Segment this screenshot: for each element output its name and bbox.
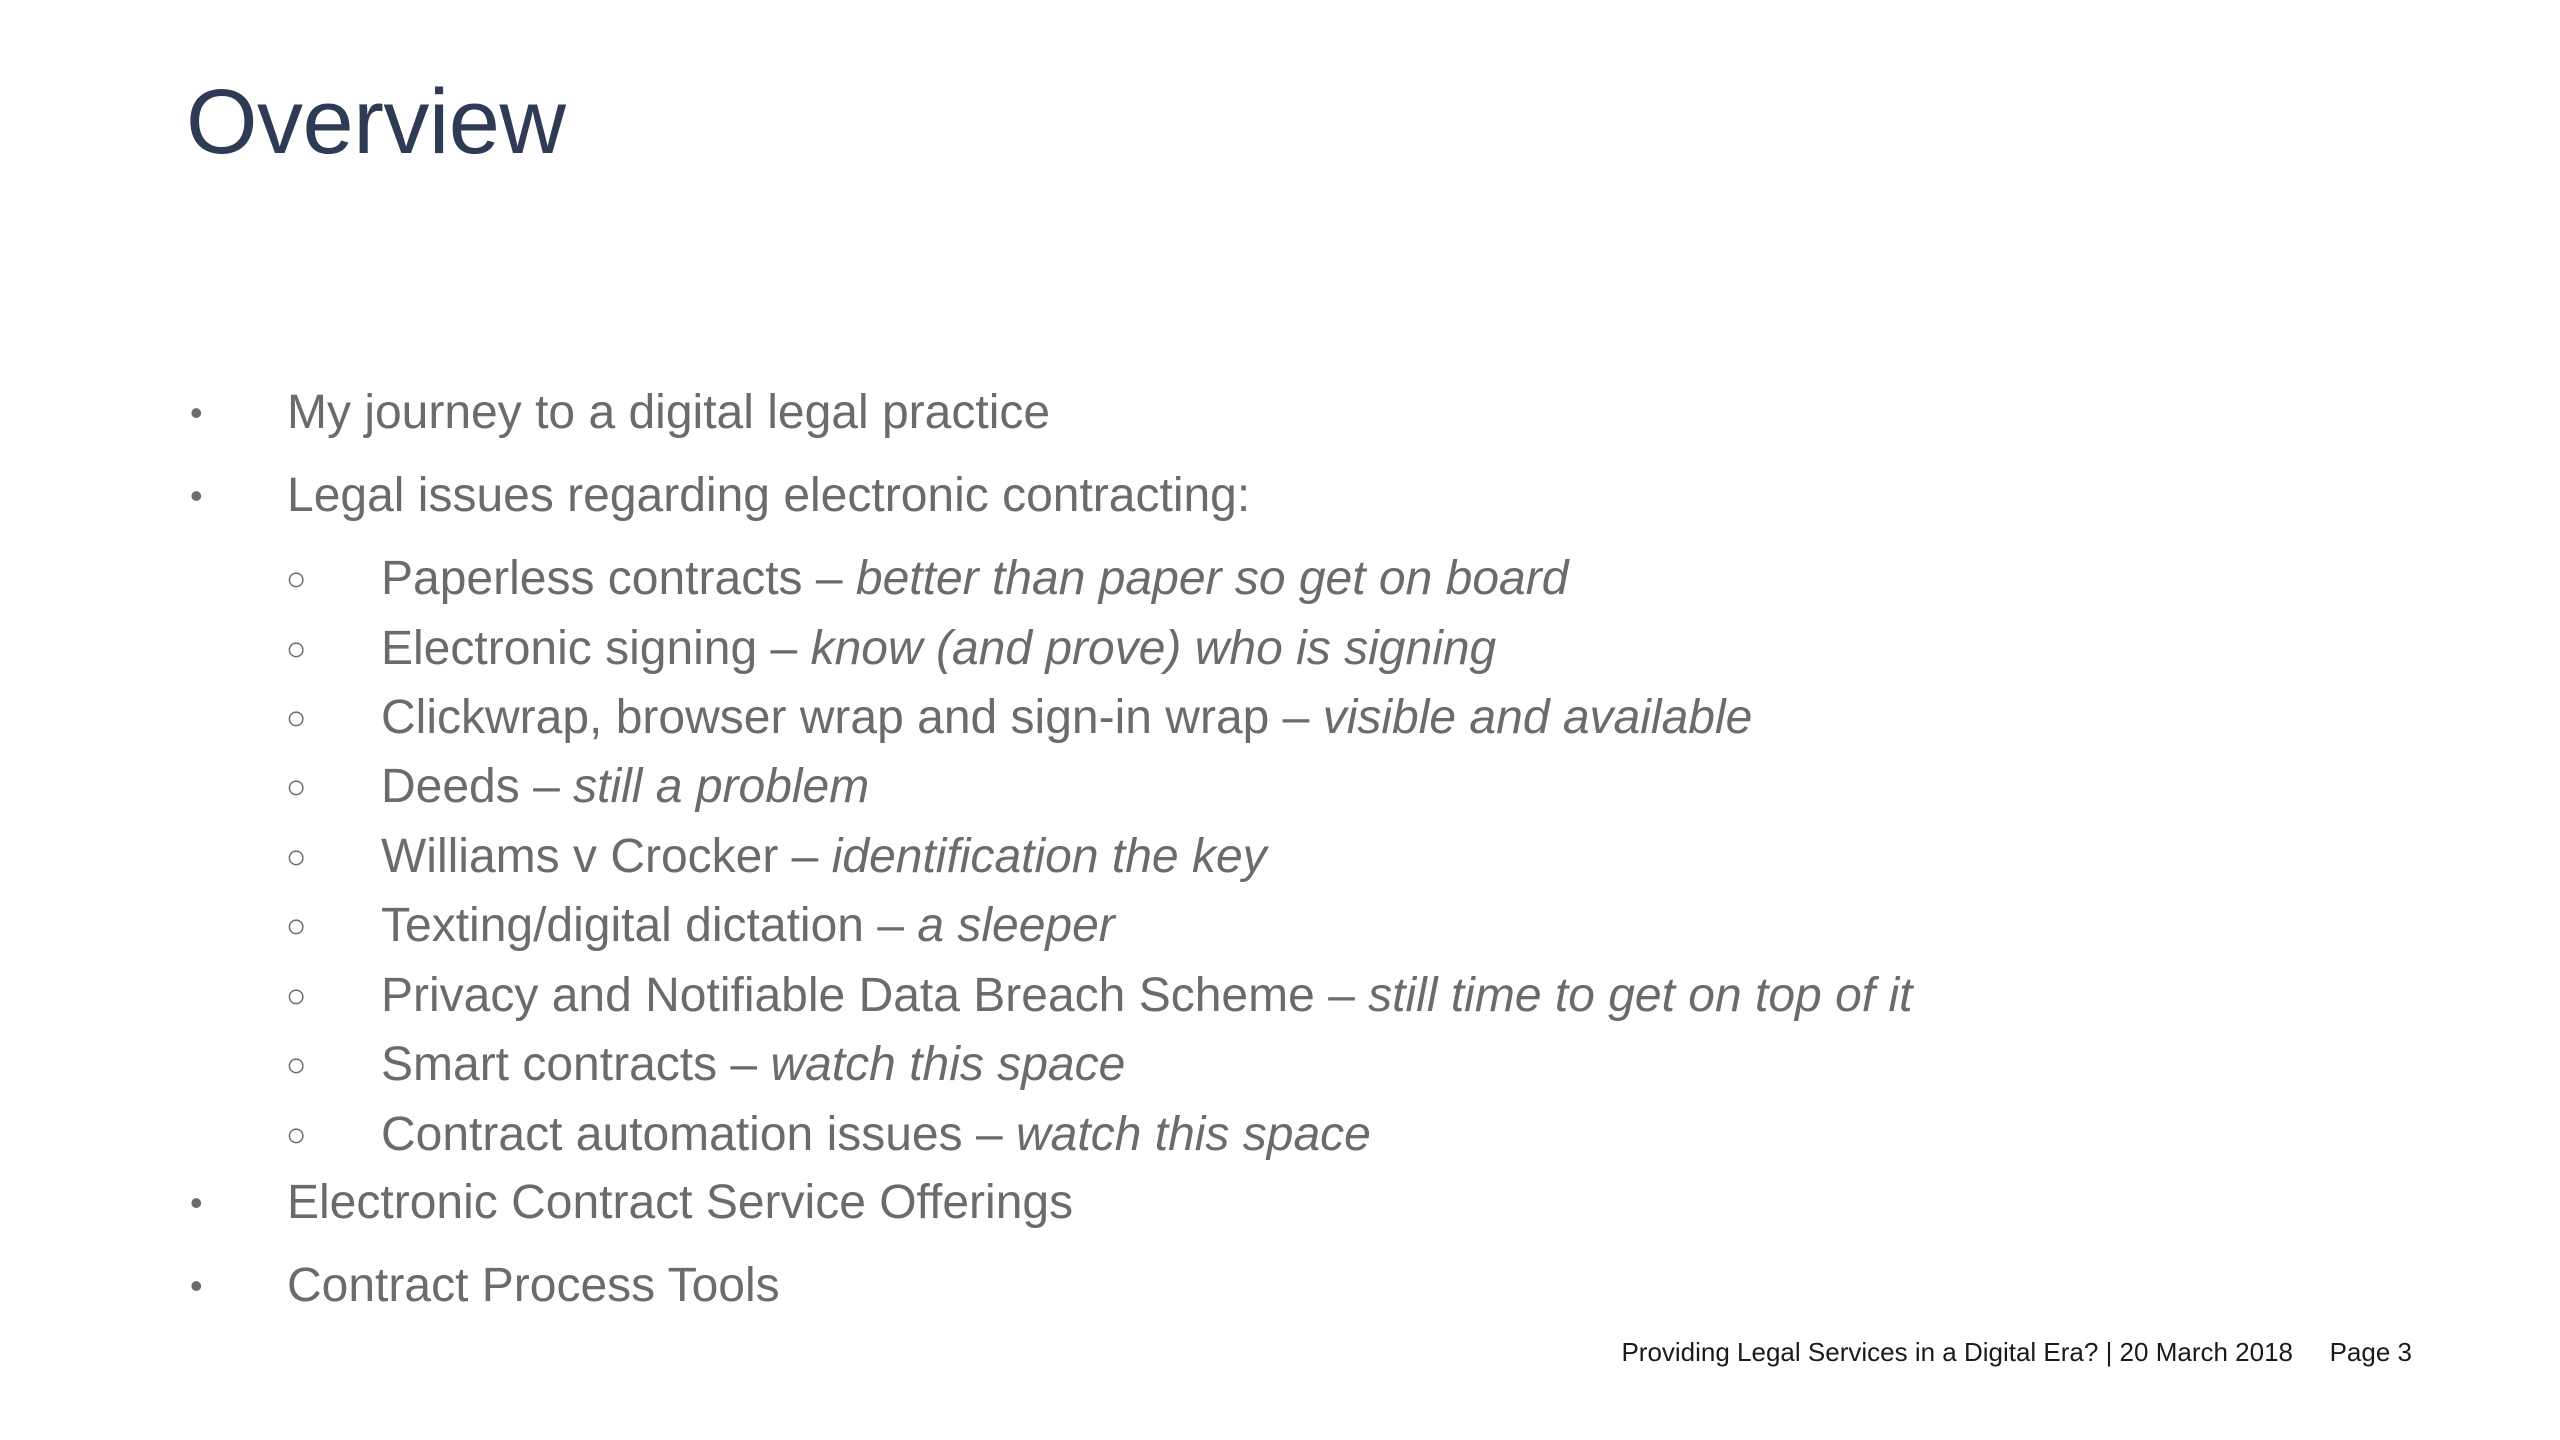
bullet-circle-icon: ○ xyxy=(286,1046,307,1084)
bullet-circle-icon: ○ xyxy=(286,630,307,668)
list-item-text: Contract Process Tools xyxy=(287,1259,780,1312)
list-item-text: Privacy and Notifiable Data Breach Scheme – still time to get on top of it xyxy=(381,969,1913,1022)
list-item-text: Deeds – still a problem xyxy=(381,760,870,813)
footer-page-number: Page 3 xyxy=(2329,1337,2412,1367)
slide-title: Overview xyxy=(186,71,566,173)
list-item-text: Electronic signing – know (and prove) who is signing xyxy=(381,622,1497,675)
list-item-text: Texting/digital dictation – a sleeper xyxy=(381,899,1115,952)
list-item-text: My journey to a digital legal practice xyxy=(287,386,1051,439)
bullet-dot-icon: • xyxy=(190,475,203,516)
list-item-text: Legal issues regarding electronic contracting: xyxy=(287,469,1251,522)
footer-presentation-info: Providing Legal Services in a Digital Era? | 20 March 2018 xyxy=(1621,1337,2293,1367)
list-item-text: Clickwrap, browser wrap and sign-in wrap – visible and available xyxy=(381,691,1753,744)
bullet-circle-icon: ○ xyxy=(286,699,307,737)
bullet-circle-icon: ○ xyxy=(286,560,307,598)
bullet-circle-icon: ○ xyxy=(286,768,307,806)
bullet-dot-icon: • xyxy=(190,392,203,433)
list-item-text: Williams v Crocker – identification the key xyxy=(381,830,1267,883)
bullet-dot-icon: • xyxy=(190,1265,203,1306)
list-item-text: Electronic Contract Service Offerings xyxy=(287,1176,1074,1229)
list-item-text: Smart contracts – watch this space xyxy=(381,1038,1126,1091)
bullet-circle-icon: ○ xyxy=(286,838,307,876)
list-item-text: Contract automation issues – watch this space xyxy=(381,1108,1371,1161)
list-item-text: Paperless contracts – better than paper so get on board xyxy=(381,552,1569,605)
bullet-circle-icon: ○ xyxy=(286,907,307,945)
bullet-dot-icon: • xyxy=(190,1182,203,1223)
bullet-circle-icon: ○ xyxy=(286,1116,307,1154)
bullet-circle-icon: ○ xyxy=(286,977,307,1015)
